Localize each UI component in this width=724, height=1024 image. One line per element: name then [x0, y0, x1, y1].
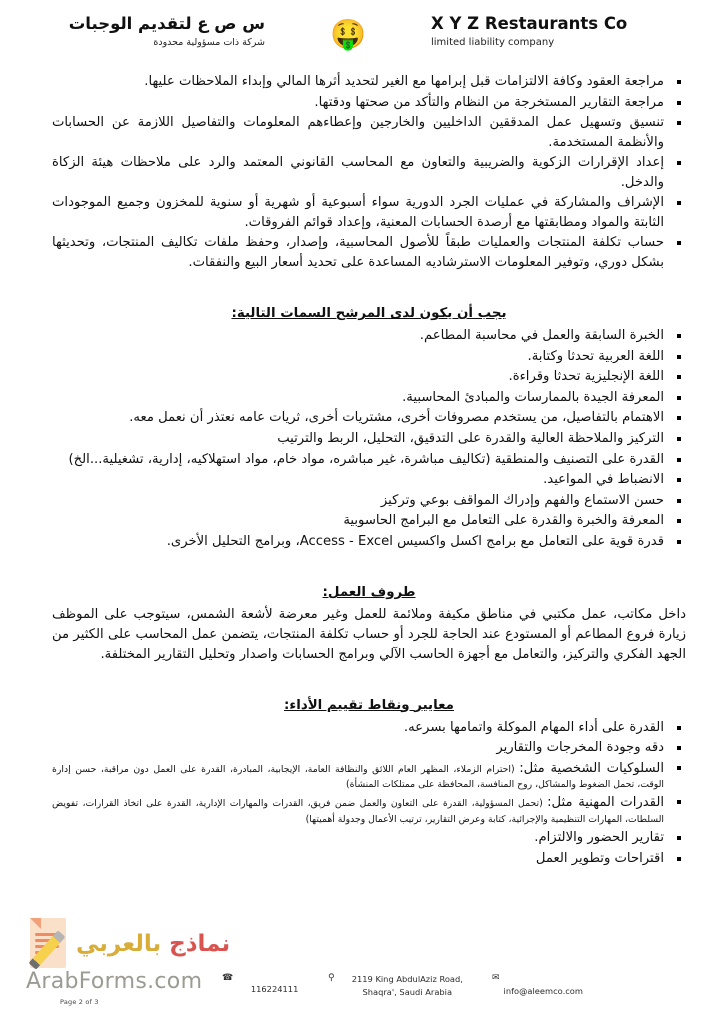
company-type-english-text: limited liability company	[431, 37, 555, 49]
list-item: القدرة على التصنيف والمنطقية (تكاليف مباشرة، غير مباشره، مواد خام، مواد استهلاكيه، إدارية، تشغيلية...الخ)	[52, 450, 686, 470]
document-pencil-icon	[26, 916, 72, 970]
watermark-arabic-part1: نماذج	[169, 931, 231, 957]
document-content	[0, 72, 724, 868]
performance-criteria-heading: معايير ونقاط تقييم الأداء:	[284, 697, 454, 713]
professional-lead: القدرات المهنية مثل:	[547, 795, 665, 811]
list-item: تقارير الحضور والالتزام.	[52, 828, 686, 848]
company-name-english-text: X Y Z Restaurants Co	[431, 14, 628, 33]
list-item-behavioral	[52, 759, 686, 793]
list-item: الانضباط في المواعيد.	[52, 470, 686, 490]
company-name-arabic	[50, 14, 265, 48]
contact-phone-text: 116224111	[250, 984, 299, 995]
page-number: Page 2 of 3	[60, 998, 99, 1006]
contact-phone	[222, 973, 314, 995]
software-item-suffix: ، وبرامج التحليل الأخرى.	[166, 533, 300, 549]
traits-section-heading: يجب أن يكون لدى المرشح السمات التالية:	[231, 306, 507, 322]
envelope-icon: ✉	[492, 973, 500, 984]
company-type-arabic-text: شركة ذات مسؤولية محدودة	[153, 36, 265, 48]
duties-list	[52, 72, 686, 272]
list-item: دقه وجودة المخرجات والتقارير	[52, 738, 686, 758]
location-pin-icon: ⚲	[328, 973, 335, 984]
list-item: الخبرة السابقة والعمل في محاسبة المطاعم.	[52, 326, 686, 346]
behavioral-lead: السلوكيات الشخصية مثل:	[519, 760, 664, 776]
list-item: الإشراف والمشاركة في عمليات الجرد الدورية سواء أسبوعية أو شهرية أو سنوية للمخزون وجميع الموجودات الثابتة والمواد ومطابقتها مع أرصدة الحسابات المعنية، وإعداد قوائم الفروقات.	[52, 193, 686, 232]
software-item-apps: Access - Excel	[299, 533, 393, 549]
document-header	[0, 0, 724, 72]
footer-contact-info	[222, 973, 617, 998]
contact-address-text: 2119 King AbdulAziz Road, Shaqra', Saudi Arabia	[351, 974, 463, 997]
watermark-arabic-text	[76, 931, 230, 957]
list-item: مراجعة العقود وكافة الالتزامات قبل إبرامها مع الغير لتحديد أثرها المالي وإبداء الملاحظات عليها.	[52, 72, 686, 92]
professional-detail: (تحمل المسؤولية، القدرة على التعاون والعمل ضمن فريق، القدرات والمهارات الإدارية، القدرة على اتخاذ القرارات، تفويض السلطات، المهارات التنظيمية والإجرائية، كتابة وعرض التقارير، ترتيب الأعمال وجدولة أهميتها)	[52, 798, 664, 826]
company-name-arabic-text: س ص ع لتقديم الوجبات	[68, 14, 265, 33]
list-item: اقتراحات وتطوير العمل	[52, 849, 686, 869]
list-item: مراجعة التقارير المستخرجة من النظام والتأكد من صحتها ودقتها.	[52, 93, 686, 113]
behavioral-detail: (احترام الزملاء، المظهر العام اللائق والنظافة العامة، الإيجابية، المبادرة، القدرة على العمل دون مراقبة، حسن إدارة الوقت، تحمل الضغوط والمشاكل، روح المنافسة، المحافظة على ممتلكات المنشأة)	[52, 763, 664, 791]
list-item-software	[52, 532, 686, 552]
work-conditions-heading: طروف العمل:	[322, 585, 416, 601]
list-item: تنسيق وتسهيل عمل المدققين الداخليين والخارجين وإعطاءهم المعلومات والتفاصيل اللازمة عن الحسابات والأنظمة المستخدمة.	[52, 113, 686, 152]
list-item: المعرفة والخبرة والقدرة على التعامل مع البرامج الحاسوبية	[52, 511, 686, 531]
list-item: التركيز والملاحظة العالية والقدرة على التدقيق، التحليل، الربط والترتيب	[52, 429, 686, 449]
document-footer	[0, 914, 724, 1024]
traits-list	[52, 326, 686, 551]
contact-email-text: info@aleemco.com	[503, 986, 583, 997]
performance-criteria-list	[52, 718, 686, 869]
list-item: حسن الاستماع والفهم وإدراك المواقف بوعي وتركيز	[52, 491, 686, 511]
watermark-arabic-part2: بالعربي	[76, 931, 170, 957]
list-item: المعرفة الجيدة بالممارسات والمبادئ المحاسبية.	[52, 388, 686, 408]
company-name-english	[431, 14, 686, 48]
list-item-professional	[52, 793, 686, 827]
phone-icon: ☎	[222, 973, 234, 984]
money-mouth-face-emoji: 🤑	[329, 17, 367, 51]
list-item: إعداد الإقرارات الزكوية والضريبية والتعاون مع المحاسب القانوني المعتمد والرد على ملاحظات هيئة الزكاة والدخل.	[52, 153, 686, 192]
list-item: اللغة الإنجليزية تحدثا وقراءة.	[52, 367, 686, 387]
work-conditions-paragraph: داخل مكاتب، عمل مكتبي في مناطق مكيفة وملائمة للعمل وغير معرضة لأشعة الشمس، سيتوجب على الموظف زيارة فروع المطاعم أو المستودع عند الحاجة للجرد أو حساب تكلفة المنتجات، يتضمن عمل المحاسب على الكثير من الجهد الفكري والتركيز، والتعامل مع أجهزة الحاسب الآلي وبرامج الحسابات واصدار وتحليل التقارير المختلفة.	[52, 607, 686, 662]
list-item: اللغة العربية تحدثا وكتابة.	[52, 347, 686, 367]
list-item: حساب تكلفة المنتجات والعمليات طبقاً للأصول المحاسبية، وإصدار، وحفظ ملفات تكاليف المنتجات، وتحديثها بشكل دوري، وتوفير المعلومات الاسترشاديه المساعدة على تحديد أسعار البيع والنفقات.	[52, 233, 686, 272]
contact-email	[492, 973, 617, 997]
contact-address	[328, 973, 478, 998]
list-item: الاهتمام بالتفاصيل، من يستخدم مصروفات أخرى، مشتريات أخرى، ثريات عامه نعتذر أن نعمل معه.	[52, 408, 686, 428]
software-item-prefix: قدرة قوية على التعامل مع برامج اكسل واكسيس	[392, 533, 664, 549]
list-item: القدرة على أداء المهام الموكلة واتمامها بسرعه.	[52, 718, 686, 738]
watermark-site-name: ArabForms.com	[26, 969, 203, 994]
